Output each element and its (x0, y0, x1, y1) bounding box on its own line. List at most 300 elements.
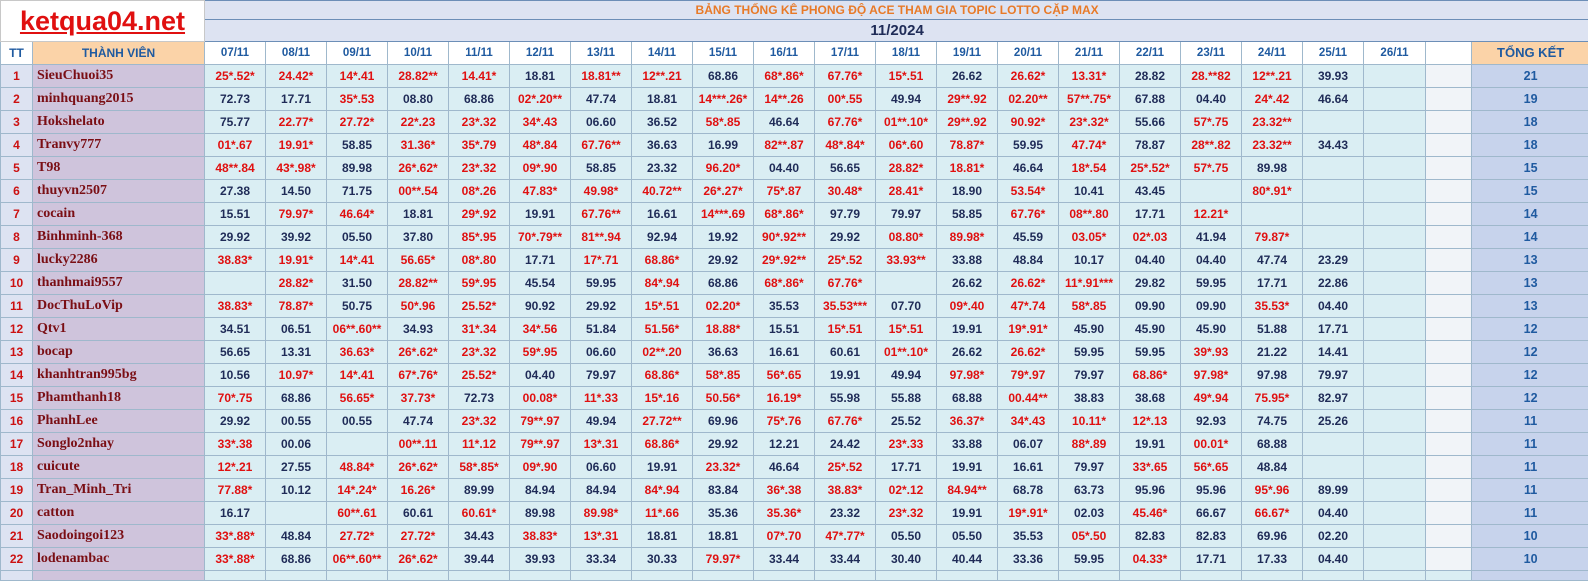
result-cell: 82.97 (1303, 387, 1364, 410)
table-row (1, 272, 1588, 295)
result-cell: 33.93** (876, 249, 937, 272)
empty-result-cell (1303, 226, 1364, 249)
result-cell: 48.84 (1242, 456, 1303, 479)
result-cell: 19.91 (815, 364, 876, 387)
result-cell: 06.60 (571, 341, 632, 364)
column-header-date: 15/11 (693, 42, 754, 65)
member-name: Phamthanh18 (33, 387, 205, 410)
empty-cell (510, 571, 571, 581)
result-cell: 75*.76 (754, 410, 815, 433)
row-index: 9 (1, 249, 33, 272)
result-cell: 39.93 (1303, 65, 1364, 88)
empty-result-cell (327, 433, 388, 456)
result-cell: 09*.40 (937, 295, 998, 318)
column-header-spacer (1426, 42, 1472, 65)
result-cell: 28.82* (876, 157, 937, 180)
result-cell: 25*.52* (1120, 157, 1181, 180)
total-cell: 11 (1472, 456, 1588, 479)
result-cell: 68.86 (693, 272, 754, 295)
result-cell: 24.42 (815, 433, 876, 456)
result-cell: 00.06 (266, 433, 327, 456)
result-cell: 17.71 (1120, 203, 1181, 226)
result-cell: 00.55 (266, 410, 327, 433)
result-cell: 11*.33 (571, 387, 632, 410)
empty-result-cell (1364, 157, 1426, 180)
result-cell: 67.88 (1120, 88, 1181, 111)
result-cell: 29**.92 (937, 88, 998, 111)
result-cell: 81**.94 (571, 226, 632, 249)
result-cell: 19.91 (510, 203, 571, 226)
result-cell: 29**.92 (937, 111, 998, 134)
member-name: PhanhLee (33, 410, 205, 433)
spacer-cell (1426, 272, 1472, 295)
spacer-cell (1426, 548, 1472, 571)
result-cell: 68.86 (266, 548, 327, 571)
empty-result-cell (1364, 272, 1426, 295)
spacer-cell (1426, 502, 1472, 525)
result-cell: 59*.95 (449, 272, 510, 295)
result-cell: 19.91 (937, 502, 998, 525)
row-index: 3 (1, 111, 33, 134)
result-cell: 07.70 (876, 295, 937, 318)
member-rows (1, 65, 1588, 581)
result-cell: 22*.23 (388, 111, 449, 134)
result-cell: 68.86* (632, 364, 693, 387)
total-cell: 21 (1472, 65, 1588, 88)
table-row (1, 433, 1588, 456)
result-cell: 50.56* (693, 387, 754, 410)
row-index: 17 (1, 433, 33, 456)
total-cell: 12 (1472, 318, 1588, 341)
result-cell: 08**.80 (1059, 203, 1120, 226)
result-cell: 23.32 (815, 502, 876, 525)
result-cell: 67.76* (815, 272, 876, 295)
spacer-cell (1426, 249, 1472, 272)
empty-result-cell (1364, 548, 1426, 571)
result-cell: 09.90 (1181, 295, 1242, 318)
result-cell: 39*.93 (1181, 341, 1242, 364)
column-header-date: 12/11 (510, 42, 571, 65)
total-cell: 12 (1472, 341, 1588, 364)
result-cell: 14*.41 (327, 249, 388, 272)
table-title: BẢNG THỐNG KÊ PHONG ĐỘ ACE THAM GIA TOPIC LOTTO CẶP MAX (205, 1, 1588, 20)
result-cell: 14***.69 (693, 203, 754, 226)
member-name: Tranvy777 (33, 134, 205, 157)
result-cell: 36.37* (937, 410, 998, 433)
column-header-date: 09/11 (327, 42, 388, 65)
result-cell: 70*.79** (510, 226, 571, 249)
result-cell: 06*.60 (876, 134, 937, 157)
result-cell: 06**.60** (327, 318, 388, 341)
row-index: 7 (1, 203, 33, 226)
result-cell: 79.97 (1303, 364, 1364, 387)
result-cell: 27.72* (327, 111, 388, 134)
result-cell: 89.99 (1303, 479, 1364, 502)
result-cell: 09.90 (1120, 295, 1181, 318)
result-cell: 30.33 (632, 548, 693, 571)
result-cell: 56.65* (388, 249, 449, 272)
result-cell: 92.93 (1181, 410, 1242, 433)
result-cell: 82.83 (1120, 525, 1181, 548)
row-index: 14 (1, 364, 33, 387)
result-cell: 26.62* (998, 341, 1059, 364)
result-cell: 56.65 (815, 157, 876, 180)
result-cell: 29.92 (205, 226, 266, 249)
empty-cell (1426, 571, 1472, 581)
total-cell: 18 (1472, 111, 1588, 134)
result-cell: 18.90 (937, 180, 998, 203)
empty-cell (1059, 571, 1120, 581)
result-cell: 21.22 (1242, 341, 1303, 364)
result-cell: 68.86 (693, 65, 754, 88)
result-cell: 15*.51 (876, 65, 937, 88)
result-cell: 26.62 (937, 272, 998, 295)
result-cell: 68*.86* (754, 65, 815, 88)
column-header-date: 11/11 (449, 42, 510, 65)
month-header: 11/2024 (205, 20, 1588, 42)
logo-text[interactable]: ketqua04.net (20, 6, 185, 36)
result-cell: 68.86 (449, 88, 510, 111)
result-cell: 02*.20** (510, 88, 571, 111)
result-cell: 25.52* (449, 364, 510, 387)
result-cell: 23.32* (693, 456, 754, 479)
result-cell: 47.74 (1242, 249, 1303, 272)
result-cell: 12**.21 (1242, 65, 1303, 88)
result-cell: 19.91 (937, 456, 998, 479)
result-cell: 69.96 (1242, 525, 1303, 548)
column-header-tt: TT (1, 42, 33, 65)
result-cell: 58.85 (327, 134, 388, 157)
result-cell: 95.96 (1181, 479, 1242, 502)
empty-result-cell (1303, 180, 1364, 203)
result-cell: 49*.94 (1181, 387, 1242, 410)
result-cell: 16.61 (754, 341, 815, 364)
empty-result-cell (1364, 502, 1426, 525)
column-header-member: THÀNH VIÊN (33, 42, 205, 65)
empty-result-cell (1364, 249, 1426, 272)
result-cell: 27.72** (632, 410, 693, 433)
result-cell: 58*.85 (693, 364, 754, 387)
result-cell: 16.61 (632, 203, 693, 226)
empty-cell (1181, 571, 1242, 581)
result-cell: 49.94 (876, 88, 937, 111)
result-cell: 89.98 (327, 157, 388, 180)
spacer-cell (1426, 318, 1472, 341)
result-cell: 22.77* (266, 111, 327, 134)
result-cell: 67.76** (571, 203, 632, 226)
result-cell: 23*.32 (876, 502, 937, 525)
empty-cell (815, 571, 876, 581)
table-row (1, 203, 1588, 226)
result-cell: 25*.52 (815, 249, 876, 272)
result-cell: 35.36 (693, 502, 754, 525)
result-cell: 06**.60** (327, 548, 388, 571)
result-cell: 00.08* (510, 387, 571, 410)
empty-result-cell (1303, 157, 1364, 180)
column-header-date: 18/11 (876, 42, 937, 65)
row-index: 18 (1, 456, 33, 479)
empty-cell (1303, 571, 1364, 581)
result-cell: 38.68 (1120, 387, 1181, 410)
result-cell: 14*.24* (327, 479, 388, 502)
result-cell: 79**.97 (510, 410, 571, 433)
result-cell: 23.32** (1242, 134, 1303, 157)
result-cell: 38.83* (205, 295, 266, 318)
result-cell: 36.63 (632, 134, 693, 157)
column-header-date: 24/11 (1242, 42, 1303, 65)
row-index: 6 (1, 180, 33, 203)
result-cell: 08*.26 (449, 180, 510, 203)
result-cell: 82.83 (1181, 525, 1242, 548)
result-cell: 63.73 (1059, 479, 1120, 502)
result-cell: 06.07 (998, 433, 1059, 456)
result-cell: 27.38 (205, 180, 266, 203)
result-cell: 12*.21 (205, 456, 266, 479)
result-cell: 04.40 (510, 364, 571, 387)
empty-result-cell (1364, 364, 1426, 387)
empty-result-cell (205, 272, 266, 295)
empty-result-cell (1364, 433, 1426, 456)
result-cell: 13*.31 (571, 525, 632, 548)
table-row (1, 502, 1588, 525)
result-cell: 17.71 (1242, 272, 1303, 295)
result-cell: 02.03 (1059, 502, 1120, 525)
member-name: Songlo2nhay (33, 433, 205, 456)
result-cell: 19.91 (937, 318, 998, 341)
result-cell: 74.75 (1242, 410, 1303, 433)
result-cell: 85*.95 (449, 226, 510, 249)
result-cell: 35*.79 (449, 134, 510, 157)
result-cell: 29*.92 (449, 203, 510, 226)
result-cell: 17*.71 (571, 249, 632, 272)
result-cell: 05.50 (876, 525, 937, 548)
result-cell: 33.88 (937, 249, 998, 272)
result-cell: 02*.12 (876, 479, 937, 502)
empty-result-cell (1364, 410, 1426, 433)
result-cell: 78.87 (1120, 134, 1181, 157)
result-cell: 34*.56 (510, 318, 571, 341)
result-cell: 58.85 (571, 157, 632, 180)
result-cell: 59.95 (571, 272, 632, 295)
result-cell: 14.41 (1303, 341, 1364, 364)
result-cell: 36.52 (632, 111, 693, 134)
result-cell: 48*.84* (815, 134, 876, 157)
total-cell: 15 (1472, 157, 1588, 180)
result-cell: 18.81 (632, 88, 693, 111)
row-index: 8 (1, 226, 33, 249)
result-cell: 47.74* (1059, 134, 1120, 157)
table-row (1, 387, 1588, 410)
site-logo[interactable] (1, 1, 205, 42)
result-cell: 15*.16 (632, 387, 693, 410)
result-cell: 19.91* (266, 134, 327, 157)
result-cell: 12.21* (1181, 203, 1242, 226)
empty-result-cell (1364, 111, 1426, 134)
result-cell: 14**.26 (754, 88, 815, 111)
result-cell: 18.81 (510, 65, 571, 88)
result-cell: 37.80 (388, 226, 449, 249)
result-cell: 51.84 (571, 318, 632, 341)
result-cell: 90*.92** (754, 226, 815, 249)
result-cell: 18*.54 (1059, 157, 1120, 180)
result-cell: 17.71 (876, 456, 937, 479)
result-cell: 46.64 (754, 456, 815, 479)
result-cell: 45.54 (510, 272, 571, 295)
result-cell: 34*.43 (510, 111, 571, 134)
result-cell: 18.81** (571, 65, 632, 88)
row-index: 20 (1, 502, 33, 525)
result-cell: 04.40 (1303, 502, 1364, 525)
result-cell: 84.94 (571, 479, 632, 502)
member-name: cocain (33, 203, 205, 226)
result-cell: 68.88 (1242, 433, 1303, 456)
result-cell: 00.55 (327, 410, 388, 433)
result-cell: 27.72* (327, 525, 388, 548)
member-name: T98 (33, 157, 205, 180)
result-cell: 68.78 (998, 479, 1059, 502)
spacer-cell (1426, 134, 1472, 157)
result-cell: 17.71 (1303, 318, 1364, 341)
empty-result-cell (1364, 180, 1426, 203)
table-row (1, 157, 1588, 180)
result-cell: 23.32** (1242, 111, 1303, 134)
result-cell: 67.76* (815, 111, 876, 134)
result-cell: 04.33* (1120, 548, 1181, 571)
total-cell: 10 (1472, 525, 1588, 548)
result-cell: 38.83* (815, 479, 876, 502)
table-row (1, 479, 1588, 502)
empty-result-cell (1364, 387, 1426, 410)
empty-cell (937, 571, 998, 581)
result-cell: 10.12 (266, 479, 327, 502)
result-cell: 01**.10* (876, 341, 937, 364)
column-header-date: 21/11 (1059, 42, 1120, 65)
spacer-cell (1426, 226, 1472, 249)
result-cell: 89.98* (571, 502, 632, 525)
result-cell: 38.83* (510, 525, 571, 548)
result-cell: 28.41* (876, 180, 937, 203)
result-cell: 78.87* (937, 134, 998, 157)
empty-cell (632, 571, 693, 581)
result-cell: 79.97 (876, 203, 937, 226)
result-cell: 26.62 (937, 65, 998, 88)
spacer-cell (1426, 410, 1472, 433)
column-header-date: 07/11 (205, 42, 266, 65)
result-cell: 79.97 (571, 364, 632, 387)
row-index: 11 (1, 295, 33, 318)
total-cell: 15 (1472, 180, 1588, 203)
result-cell: 04.40 (1181, 88, 1242, 111)
result-cell: 84*.94 (632, 479, 693, 502)
column-header-date: 13/11 (571, 42, 632, 65)
result-cell: 89.98 (1242, 157, 1303, 180)
result-cell: 56.65* (327, 387, 388, 410)
empty-result-cell (1364, 65, 1426, 88)
result-cell: 11*.91*** (1059, 272, 1120, 295)
result-cell: 59.95 (1059, 341, 1120, 364)
result-cell: 59*.95 (510, 341, 571, 364)
result-cell: 22.86 (1303, 272, 1364, 295)
result-cell: 18.81 (388, 203, 449, 226)
result-cell: 47*.77* (815, 525, 876, 548)
result-cell: 15.51 (205, 203, 266, 226)
result-cell: 75.95* (1242, 387, 1303, 410)
spacer-cell (1426, 157, 1472, 180)
result-cell: 89.99 (449, 479, 510, 502)
result-cell: 40.44 (937, 548, 998, 571)
total-cell: 12 (1472, 387, 1588, 410)
result-cell: 43*.98* (266, 157, 327, 180)
result-cell: 68.88 (937, 387, 998, 410)
result-cell: 28.82* (266, 272, 327, 295)
result-cell: 48.84 (266, 525, 327, 548)
result-cell: 23*.32 (449, 410, 510, 433)
result-cell: 39.44 (449, 548, 510, 571)
result-cell: 04.40 (1181, 249, 1242, 272)
result-cell: 33*.65 (1120, 456, 1181, 479)
result-cell: 30.40 (876, 548, 937, 571)
result-cell: 59.95 (998, 134, 1059, 157)
result-cell: 15*.51 (815, 318, 876, 341)
result-cell: 13*.31 (571, 433, 632, 456)
result-cell: 33.88 (937, 433, 998, 456)
result-cell: 72.73 (449, 387, 510, 410)
result-cell: 75*.87 (754, 180, 815, 203)
result-cell: 34*.43 (998, 410, 1059, 433)
result-cell: 57*.75 (1181, 157, 1242, 180)
row-index: 22 (1, 548, 33, 571)
result-cell: 28**.82 (1181, 134, 1242, 157)
member-name: Tran_Minh_Tri (33, 479, 205, 502)
result-cell: 26*.62* (388, 157, 449, 180)
total-cell: 13 (1472, 272, 1588, 295)
result-cell: 34.43 (449, 525, 510, 548)
result-cell: 16.19* (754, 387, 815, 410)
result-cell: 60.61 (388, 502, 449, 525)
result-cell: 55.98 (815, 387, 876, 410)
spacer-cell (1426, 65, 1472, 88)
result-cell: 15.51 (754, 318, 815, 341)
result-cell: 19.91 (1120, 433, 1181, 456)
column-header-date: 20/11 (998, 42, 1059, 65)
result-cell: 08*.80 (449, 249, 510, 272)
member-name: Saodoingoi123 (33, 525, 205, 548)
result-cell: 46.64 (1303, 88, 1364, 111)
result-cell: 92.94 (632, 226, 693, 249)
result-cell: 79*.97 (998, 364, 1059, 387)
row-index: 5 (1, 157, 33, 180)
result-cell: 95*.96 (1242, 479, 1303, 502)
result-cell: 45.90 (1120, 318, 1181, 341)
result-cell: 60**.61 (327, 502, 388, 525)
result-cell: 97.98* (1181, 364, 1242, 387)
result-cell: 24.42* (266, 65, 327, 88)
column-header-date: 22/11 (1120, 42, 1181, 65)
result-cell: 01**.10* (876, 111, 937, 134)
empty-cell (205, 571, 266, 581)
column-header-date: 10/11 (388, 42, 449, 65)
result-cell: 14*.41 (327, 364, 388, 387)
table-row (1, 410, 1588, 433)
result-cell: 53.54* (998, 180, 1059, 203)
result-cell: 59.95 (1181, 272, 1242, 295)
empty-cell (1242, 571, 1303, 581)
result-cell: 08.80* (876, 226, 937, 249)
spacer-cell (1426, 433, 1472, 456)
result-cell: 00**.54 (388, 180, 449, 203)
result-cell: 33.36 (998, 548, 1059, 571)
result-cell: 33*.88* (205, 548, 266, 571)
